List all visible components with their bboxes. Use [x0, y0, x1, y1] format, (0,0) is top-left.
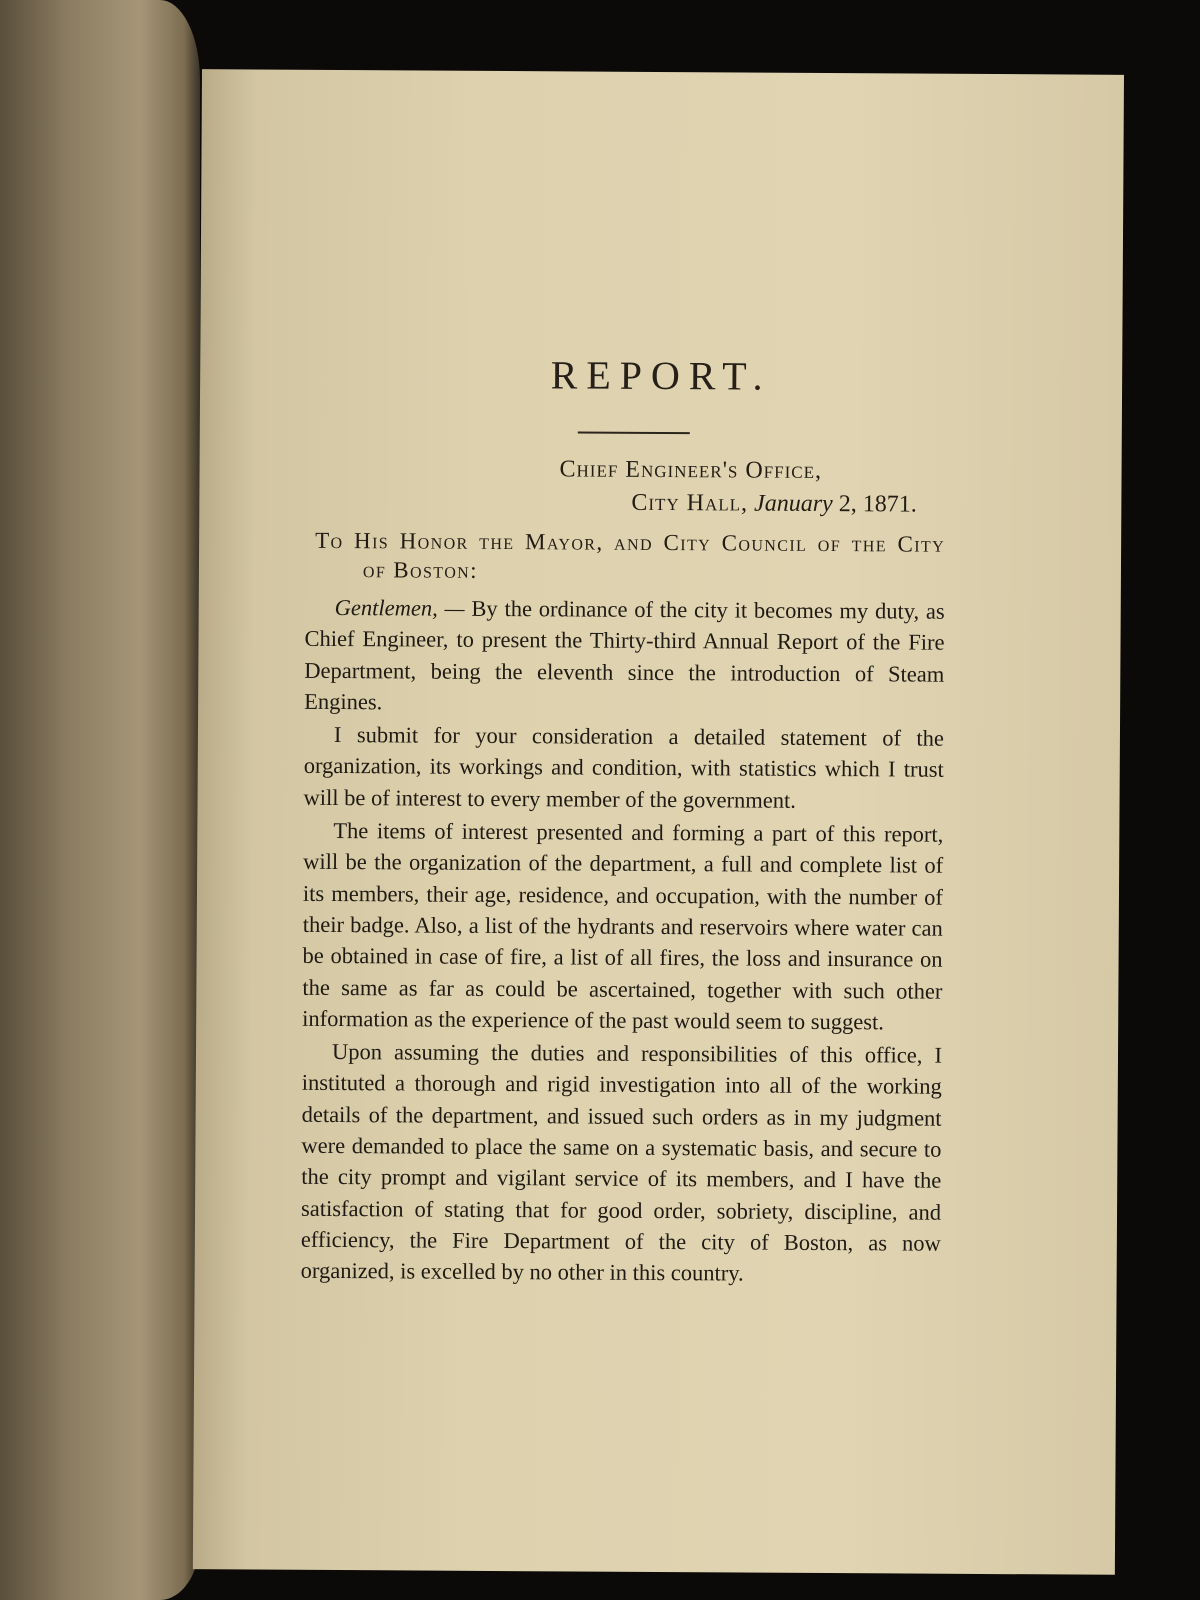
dateline-month: January — [754, 490, 833, 518]
facing-page-edge — [0, 0, 200, 1600]
dateline-day-year: 2, 1871. — [838, 491, 917, 518]
salutation — [315, 526, 945, 588]
book-page — [193, 69, 1124, 1575]
paragraph-1 — [304, 592, 945, 721]
dateline-place: City Hall, — [631, 489, 749, 517]
title-rule — [578, 431, 690, 434]
salutation-line-2: of Boston: — [362, 557, 479, 583]
dateline-place-date — [631, 490, 917, 519]
greeting: Gentlemen, — — [334, 595, 465, 621]
report-body — [301, 592, 945, 1290]
salutation-line-1: To His Honor the Mayor, and City Council of the City — [315, 527, 946, 557]
paragraph-3: The items of interest presented and forming a part of this report, will be the organization of the department, a full and complete list of its members, their age, residence, and occupation, with the number of their badge. Also, a list of the hydrants and reservoirs where water can be obtained in case of fire, a list of all fires, the loss and insurance on the same as far as could be ascertained, together with such other information as the experience of the past would seem to suggest. — [302, 818, 944, 1035]
paragraph-1-text: By the ordinance of the city it becomes my duty, as Chief Engineer, to present the Thirty-third Annual Report of the Fire Department, being the eleventh since the introduction of Steam Engines. — [304, 595, 945, 715]
paragraph-2: I submit for your consideration a detailed statement of the organization, its workings and condition, with statistics which I trust will be of interest to every member of the government. — [303, 722, 945, 813]
paragraph-4: Upon assuming the duties and responsibilities of this office, I instituted a thorough and rigid investigation into all of the working details of the department, and issued such orders as in my judgment were demanded to place the same on a systematic basis, and secure to the city prompt and vigilant service of its members, and I have the satisfaction of stating that for good order, sobriety, discipline, and efficiency, the Fire Department of the city of Boston, as now organized, is excelled by no other in this country. — [300, 1039, 943, 1286]
page-title: REPORT. — [550, 352, 772, 399]
dateline-office: Chief Engineer's Office, — [559, 456, 823, 484]
